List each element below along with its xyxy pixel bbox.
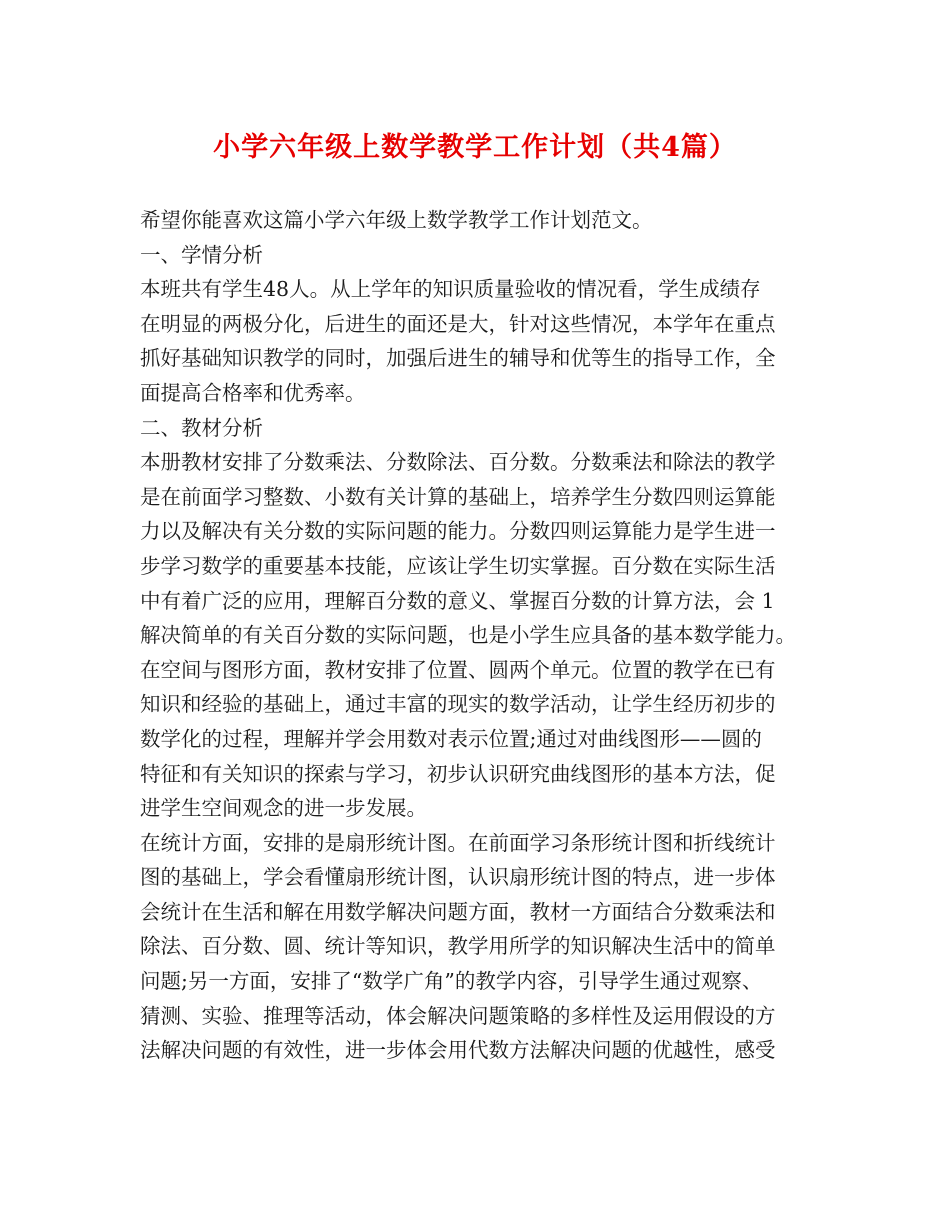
text-line: 抓好基础知识教学的同时，加强后进生的辅导和优等生的指导工作，全 bbox=[140, 346, 776, 371]
text-line: 解决简单的有关百分数的实际问题，也是小学生应具备的基本数学能力。 bbox=[140, 623, 796, 648]
text-line: 法解决问题的有效性，进一步体会用代数方法解决问题的优越性，感受 bbox=[140, 1038, 776, 1063]
text-line: 希望你能喜欢这篇小学六年级上数学教学工作计划范文。 bbox=[140, 208, 653, 232]
text-line: 本班共有学生48人。从上学年的知识质量验收的情况看，学生成绩存 bbox=[140, 277, 761, 302]
text-line: 会统计在生活和解在用数学解决问题方面，教材一方面结合分数乘法和 bbox=[140, 899, 776, 924]
text-line: 力以及解决有关分数的实际问题的能力。分数四则运算能力是学生进一 bbox=[140, 519, 776, 544]
document-body bbox=[140, 203, 830, 1068]
text-line: 在统计方面，安排的是扇形统计图。在前面学习条形统计图和折线统计 bbox=[140, 830, 776, 855]
text-line: 步学习数学的重要基本技能，应该让学生切实掌握。百分数在实际生活 bbox=[140, 553, 776, 578]
text-line: 一、学情分析 bbox=[140, 242, 263, 267]
text-line: 在明显的两极分化，后进生的面还是大，针对这些情况，本学年在重点 bbox=[140, 311, 776, 336]
text-line: 二、教材分析 bbox=[140, 415, 263, 440]
text-line: 在空间与图形方面，教材安排了位置、圆两个单元。位置的教学在已有 bbox=[140, 657, 776, 682]
text-line: 中有着广泛的应用，理解百分数的意义、掌握百分数的计算方法，会 1 bbox=[140, 588, 775, 613]
text-line: 猜测、实验、推理等活动，体会解决问题策略的多样性及运用假设的方 bbox=[140, 1003, 776, 1028]
text-line: 问题;另一方面，安排了“数学广角”的教学内容，引导学生通过观察、 bbox=[140, 969, 763, 994]
text-line: 知识和经验的基础上，通过丰富的现实的数学活动，让学生经历初步的 bbox=[140, 692, 776, 717]
text-line: 特征和有关知识的探索与学习，初步认识研究曲线图形的基本方法，促 bbox=[140, 761, 776, 786]
text-line: 面提高合格率和优秀率。 bbox=[140, 380, 366, 405]
text-line: 除法、百分数、圆、统计等知识，教学用所学的知识解决生活中的简单 bbox=[140, 934, 776, 959]
text-line: 数学化的过程，理解并学会用数对表示位置;通过对曲线图形——圆的 bbox=[140, 726, 762, 751]
text-line: 是在前面学习整数、小数有关计算的基础上，培养学生分数四则运算能 bbox=[140, 484, 776, 509]
document-title: 小学六年级上数学教学工作计划（共4篇） bbox=[213, 132, 737, 163]
text-line: 图的基础上，学会看懂扇形统计图，认识扇形统计图的特点，进一步体 bbox=[140, 865, 776, 890]
text-line: 进学生空间观念的进一步发展。 bbox=[140, 796, 427, 821]
text-line: 本册教材安排了分数乘法、分数除法、百分数。分数乘法和除法的教学 bbox=[140, 450, 776, 475]
